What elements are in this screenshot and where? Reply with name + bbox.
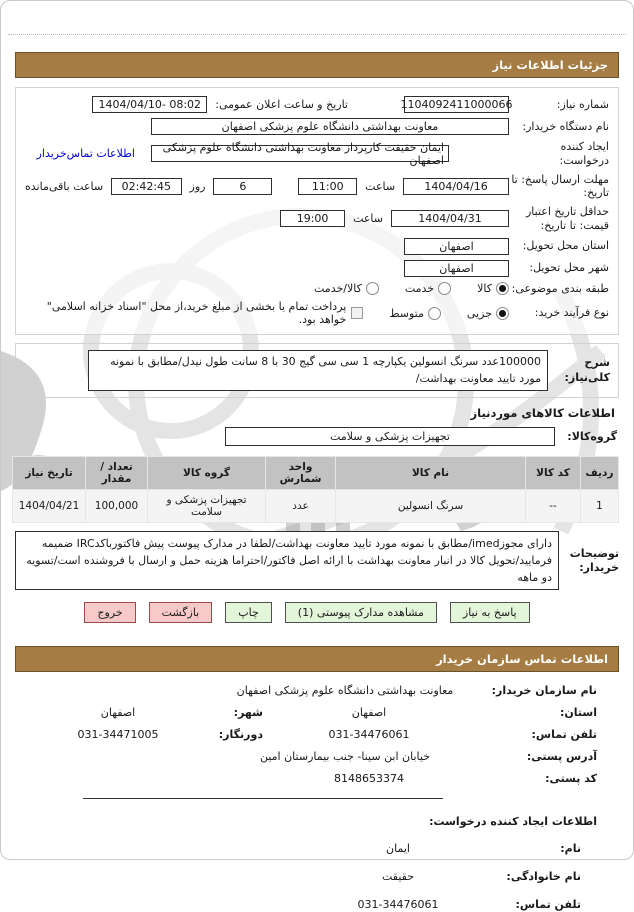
buyer-org-label: نام دستگاه خریدار:	[522, 119, 609, 133]
view-attached-documents-button[interactable]: مشاهده مدارک پیوستی (1)	[285, 602, 437, 623]
radio-option-minor[interactable]: جزیی	[467, 307, 509, 320]
delivery-province-field[interactable]: اصفهان	[404, 238, 509, 255]
goods-group-label: گروه‌کالا:	[567, 430, 617, 444]
contact-postal-value: 8148653374	[334, 772, 404, 786]
goods-table-header-row	[13, 457, 619, 490]
request-creator-label: ایجاد کننده درخواست:	[559, 140, 609, 167]
need-description-section	[15, 343, 619, 398]
reply-deadline-label: مهلت ارسال پاسخ: تا تاریخ:	[511, 172, 609, 200]
request-creator-field[interactable]: ایمان حقیقت کارپرداز معاونت بهداشتی دانشگاه علوم پزشکی اصفهان	[151, 145, 449, 162]
need-details-form	[15, 87, 619, 335]
announce-datetime-label: تاریخ و ساعت اعلان عمومی:	[215, 98, 348, 111]
goods-section-heading: اطلاعات کالاهای موردنیاز	[470, 406, 615, 421]
need-number-row	[25, 96, 609, 113]
treasury-checkbox-icon[interactable]	[351, 307, 363, 319]
action-buttons	[1, 602, 613, 623]
creator-last-name-label: نام خانوادگی:	[506, 870, 581, 884]
price-validity-label: حداقل تاریخ اعتبار قیمت: تا تاریخ:	[525, 205, 609, 232]
contact-org-row	[1, 684, 597, 698]
creator-phone-value: 031-34476061	[357, 898, 439, 912]
creator-last-name-row	[1, 870, 581, 884]
goods-table	[12, 456, 619, 523]
col-quantity: تعداد / مقدار	[86, 457, 148, 490]
creator-first-name-value: ایمان	[386, 842, 410, 856]
delivery-city-row	[25, 260, 609, 277]
remaining-time-field[interactable]: 02:42:45	[111, 178, 181, 195]
radio-option-goods-service[interactable]: کالا/خدمت	[314, 282, 379, 295]
back-button[interactable]: بازگشت	[149, 602, 213, 623]
buyer-org-field[interactable]: معاونت بهداشتی دانشگاه علوم پزشکی اصفهان	[151, 118, 509, 135]
creator-phone-row	[1, 898, 581, 912]
contact-fax-label: دورنگار:	[218, 728, 263, 742]
col-unit: واحد شمارش	[266, 457, 336, 490]
buyer-org-row	[25, 118, 609, 135]
section-header-need-details	[15, 52, 619, 78]
reply-deadline-row	[25, 173, 609, 201]
exit-button[interactable]: خروج	[84, 602, 135, 623]
creator-section-heading: اطلاعات ایجاد کننده درخواست:	[429, 815, 597, 829]
price-validity-date-field[interactable]: 1404/04/31	[391, 210, 509, 227]
purchase-process-label: نوع فرآیند خرید:	[534, 306, 609, 320]
announce-datetime-field[interactable]: 1404/04/10- 08:02	[92, 96, 207, 113]
remaining-days-label: روز	[189, 179, 206, 193]
radio-option-medium[interactable]: متوسط	[389, 307, 441, 320]
need-number-label: شماره نیاز:	[556, 97, 609, 111]
contact-province-value: اصفهان	[351, 706, 387, 720]
radio-icon-goods-service[interactable]	[366, 282, 379, 295]
cell-goods-group: تجهیزات پزشکی و سلامت	[148, 490, 266, 523]
cell-goods-name: سرنگ انسولین	[336, 490, 526, 523]
radio-option-goods[interactable]: کالا	[477, 282, 509, 295]
col-row-number: ردیف	[581, 457, 619, 490]
cell-row-number: 1	[581, 490, 619, 523]
buyer-notes-label: توضیحات خریدار:	[569, 546, 619, 574]
contact-province-city-row	[1, 706, 597, 720]
buyer-contact-section	[1, 684, 633, 786]
creator-last-name-value: حقیقت	[381, 870, 415, 884]
section-title: جزئیات اطلاعات نیاز	[492, 58, 608, 72]
goods-group-field[interactable]: تجهیزات پزشکی و سلامت	[225, 427, 555, 446]
contact-fax-value: 031-34471005	[77, 728, 159, 742]
radio-icon-minor[interactable]	[496, 307, 509, 320]
subject-class-row	[25, 282, 609, 296]
remaining-time-label: ساعت باقی‌مانده	[25, 179, 104, 193]
contact-city-label: شهر:	[233, 706, 263, 720]
contact-address-row	[1, 750, 597, 764]
cell-unit: عدد	[266, 490, 336, 523]
divider-line	[83, 798, 443, 799]
delivery-province-label: استان محل تحویل:	[522, 239, 609, 253]
reply-deadline-date-field[interactable]: 1404/04/16	[403, 178, 509, 195]
request-creator-row	[25, 140, 609, 168]
deadline-hour-label: ساعت	[365, 179, 396, 193]
contact-postal-row	[1, 772, 597, 786]
radio-icon-goods[interactable]	[496, 282, 509, 295]
delivery-city-label: شهر محل تحویل:	[529, 261, 609, 275]
creator-phone-label: تلفن تماس:	[515, 898, 581, 912]
radio-icon-medium[interactable]	[428, 307, 441, 320]
buyer-contact-link[interactable]: اطلاعات تماس‌خریدار	[36, 147, 135, 161]
treasury-checkbox-option[interactable]: پرداخت تمام یا بخشی از مبلغ خرید،از محل "اسناد خزانه اسلامی" خواهد بود.	[25, 300, 363, 326]
cell-need-date: 1404/04/21	[13, 490, 86, 523]
buyer-contact-title: اطلاعات تماس سازمان خریدار	[436, 652, 608, 667]
contact-postal-label: کد پستی:	[545, 772, 597, 786]
need-description-field[interactable]: 100000عدد سرنگ انسولین یکپارچه 1 سی سی گیج 30 با 8 سانت طول نیدل/مطابق با نمونه مورد تایید معاونت بهداشت/	[88, 350, 548, 391]
need-description-label: شرح کلی‌نیاز:	[564, 356, 610, 384]
contact-phone-value: 031-34476061	[328, 728, 410, 742]
cell-goods-code: --	[526, 490, 581, 523]
contact-org-label: نام سازمان خریدار:	[491, 684, 597, 698]
contact-org-value: معاونت بهداشتی دانشگاه علوم پزشکی اصفهان	[236, 684, 454, 698]
price-validity-hour-field[interactable]: 19:00	[280, 210, 345, 227]
remaining-days-field[interactable]: 6	[213, 178, 272, 195]
buyer-notes-field[interactable]: دارای مجوزimed/مطابق با نمونه مورد تایید معاونت بهداشت/لطفا در مدارک پیوست پیش فاکتورباکدIRC ضمیمه فرمایید/تحویل کالا در انبار معاونت بهداشت با ارائه اصل فاکتور/احتراما هزینه حمل و ارسال با فروشنده است/تسویه دو ماهه	[15, 531, 559, 590]
reply-deadline-hour-field[interactable]: 11:00	[298, 178, 357, 195]
col-goods-code: کد کالا	[526, 457, 581, 490]
contact-city-value: اصفهان	[100, 706, 136, 720]
validity-hour-label: ساعت	[353, 212, 383, 226]
need-number-field[interactable]: 1104092411000066	[400, 98, 513, 111]
col-goods-group: گروه کالا	[148, 457, 266, 490]
radio-option-service[interactable]: خدمت	[405, 282, 451, 295]
contact-address-label: آدرس پستی:	[526, 750, 597, 764]
contact-phone-fax-row	[1, 728, 597, 742]
price-validity-row	[25, 205, 609, 233]
buyer-notes-section	[15, 531, 619, 590]
goods-table-row[interactable]	[13, 490, 619, 523]
respond-to-need-button[interactable]: پاسخ به نیاز	[450, 602, 530, 623]
delivery-province-row	[25, 238, 609, 255]
contact-phone-label: تلفن تماس:	[531, 728, 597, 742]
contact-address-value: خیابان ابن سینا- جنب بیمارستان امین	[259, 750, 431, 764]
delivery-city-field[interactable]: اصفهان	[404, 260, 509, 277]
top-separator	[8, 1, 626, 35]
print-button[interactable]: چاپ	[225, 602, 272, 623]
goods-group-row	[17, 427, 617, 446]
col-goods-name: نام کالا	[336, 457, 526, 490]
creator-first-name-label: نام:	[560, 842, 581, 856]
col-need-date: تاریخ نیاز	[13, 457, 86, 490]
creator-first-name-row	[1, 842, 581, 856]
cell-quantity: 100,000	[86, 490, 148, 523]
subject-class-label: طبقه بندی موضوعی:	[511, 281, 609, 295]
radio-icon-service[interactable]	[438, 282, 451, 295]
contact-province-label: استان:	[560, 706, 597, 720]
section-header-buyer-contact	[15, 646, 619, 672]
purchase-process-row	[25, 300, 609, 326]
